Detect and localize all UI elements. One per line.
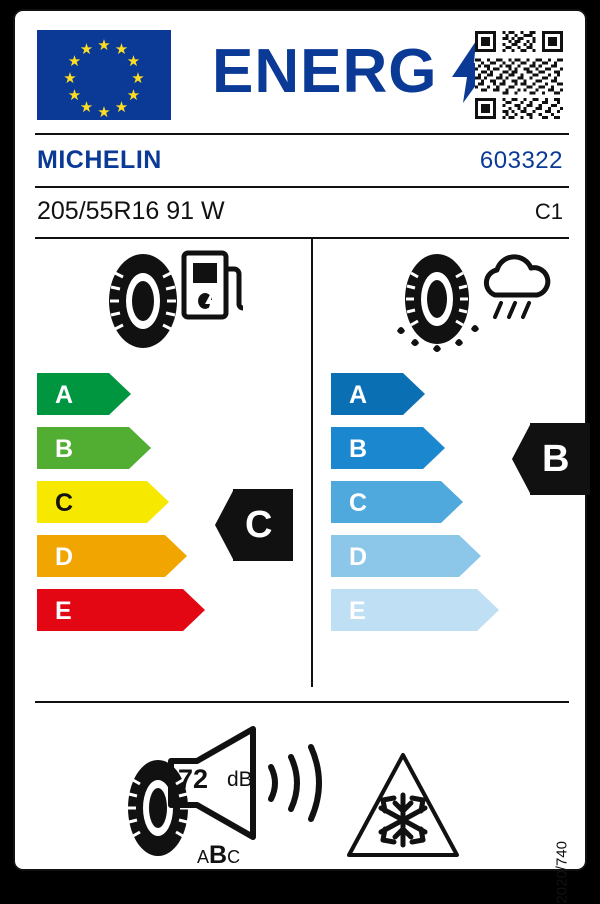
qr-code-icon <box>475 31 563 119</box>
noise-class-b: B <box>209 841 228 869</box>
wet-bar-e-label: E <box>349 597 366 625</box>
wet-bar-c-label: C <box>349 489 368 517</box>
label-header <box>15 11 585 133</box>
energy-label-card <box>13 9 587 904</box>
divider-brand <box>35 186 569 188</box>
fuel-bar-e-label: E <box>55 597 72 625</box>
wet-bar-a <box>331 373 501 415</box>
wet-bar-d-label: D <box>349 543 368 571</box>
fuel-bar-c <box>37 481 197 523</box>
noise-class-a: A <box>197 847 210 867</box>
fuel-pump-icon <box>181 249 243 321</box>
fuel-bar-b-label: B <box>55 435 74 463</box>
noise-unit: dB <box>227 768 253 791</box>
fuel-rating-badge <box>215 489 293 561</box>
divider-bottom <box>35 701 569 703</box>
noise-class-c: C <box>227 847 241 867</box>
snowflake-mountain-icon <box>345 751 461 861</box>
fuel-bar-c-label: C <box>55 489 74 517</box>
fuel-class-bars <box>37 373 197 643</box>
fuel-bar-a-label: A <box>55 381 74 409</box>
fuel-bar-e <box>37 589 197 631</box>
wet-bar-b <box>331 427 501 469</box>
brand-name: MICHELIN <box>37 146 162 174</box>
eu-flag-icon: ★ ★ ★ ★ ★ ★ ★ ★ ★ ★ ★ ★ <box>37 30 171 120</box>
tyre-size: 205/55R16 91 W <box>37 197 225 225</box>
rain-cloud-icon <box>477 251 557 331</box>
fuel-rating-value: C <box>245 504 273 546</box>
wet-bar-b-label: B <box>349 435 368 463</box>
wet-bar-d <box>331 535 501 577</box>
tyre-class: C1 <box>534 199 563 224</box>
divider-header <box>35 133 569 135</box>
wet-bar-a-label: A <box>349 381 368 409</box>
wet-rating-value: B <box>542 438 570 480</box>
model-code: 603322 <box>479 147 563 174</box>
fuel-bar-a <box>37 373 197 415</box>
wet-rating-badge <box>512 423 590 495</box>
wet-bar-e <box>331 589 501 631</box>
tyre-icon <box>93 251 193 351</box>
fuel-bar-b <box>37 427 197 469</box>
noise-value: 72 <box>178 764 209 794</box>
noise-class-scale <box>197 841 240 870</box>
divider-size <box>35 237 569 239</box>
page-title: ENERG <box>212 37 438 106</box>
wet-class-bars <box>331 373 501 643</box>
fuel-bar-d-label: D <box>55 543 74 571</box>
divider-vertical <box>311 239 313 687</box>
fuel-bar-d <box>37 535 197 577</box>
tyre-wet-icon <box>387 251 487 359</box>
label-year: 2020/740 <box>554 841 571 904</box>
wet-bar-c <box>331 481 501 523</box>
